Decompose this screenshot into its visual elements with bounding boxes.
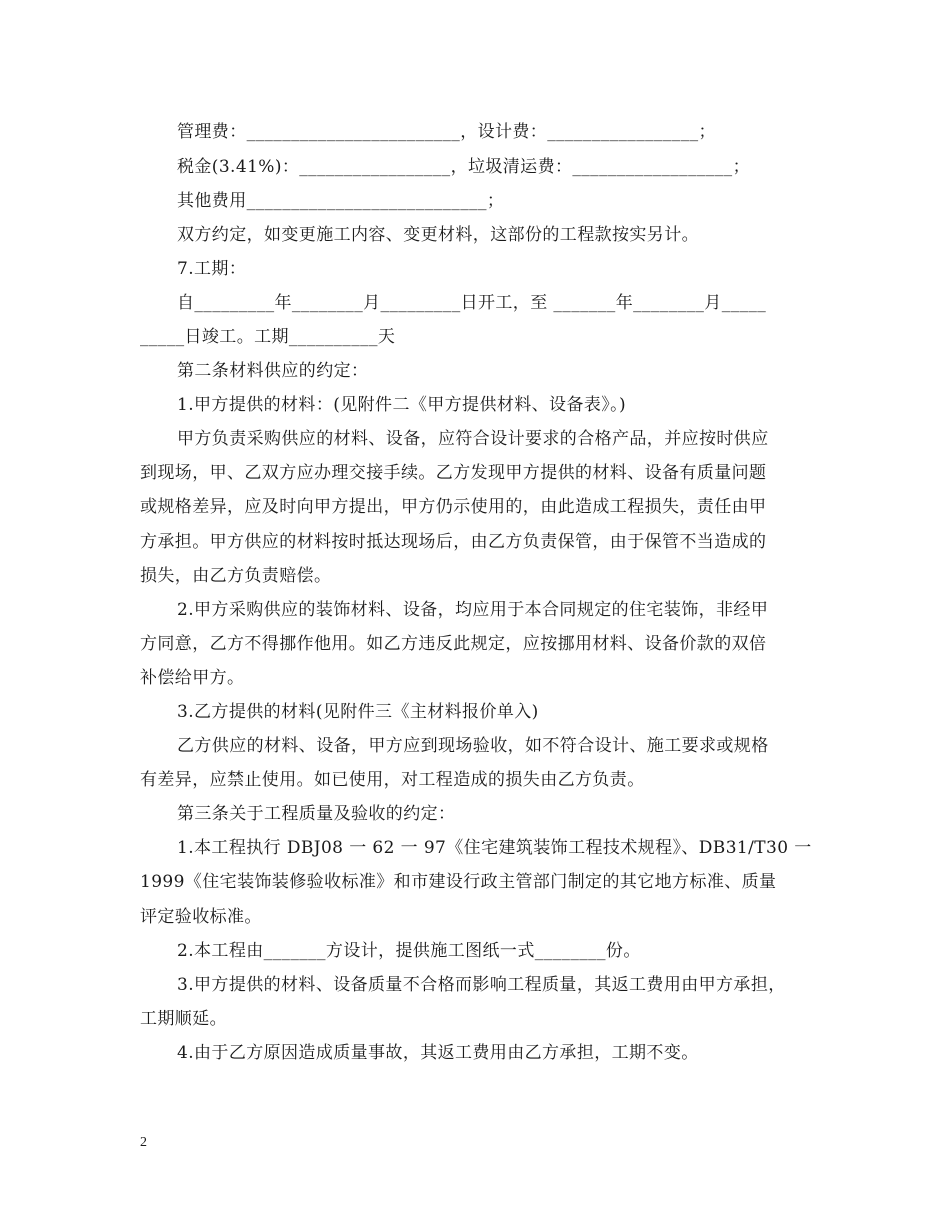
text-line: 2.本工程由_______方设计，提供施工图纸一式________份。 bbox=[177, 941, 641, 961]
section-heading: 第三条关于工程质量及验收的约定： bbox=[177, 804, 456, 824]
text-line: 或规格差异，应及时向甲方提出，甲方仍示使用的，由此造成工程损失，责任由甲 bbox=[140, 497, 767, 517]
text-line: 其他费用___________________________； bbox=[177, 191, 505, 211]
text-line: 3.乙方提供的材料(见附件三《主材料报价单入) bbox=[177, 702, 539, 722]
text-line: 乙方供应的材料、设备，甲方应到现场验收，如不符合设计、施工要求或规格 bbox=[177, 736, 769, 756]
text-line: 自_________年________月_________日开工，至 _______年________月_____ bbox=[177, 293, 767, 313]
text-line: 2.甲方采购供应的装饰材料、设备，均应用于本合同规定的住宅装饰，非经甲 bbox=[177, 600, 769, 620]
text-line: 管理费：________________________，设计费：_________________； bbox=[177, 122, 716, 142]
text-line: 方同意，乙方不得挪作他用。如乙方违反此规定，应按挪用材料、设备价款的双倍 bbox=[140, 634, 767, 654]
text-line: 3.甲方提供的材料、设备质量不合格而影响工程质量，其返工费用由甲方承担， bbox=[177, 975, 786, 995]
text-line: 1.本工程执行 DBJ08 一 62 一 97《住宅建筑装饰工程技术规程》、DB31/T30 一 bbox=[177, 838, 812, 858]
text-line: 1.甲方提供的材料：(见附件二《甲方提供材料、设备表》。) bbox=[177, 395, 627, 415]
text-line: 甲方负责采购供应的材料、设备，应符合设计要求的合格产品，并应按时供应 bbox=[177, 429, 769, 449]
page-number: 2 bbox=[140, 1135, 147, 1150]
text-line: 工期顺延。 bbox=[140, 1009, 227, 1029]
text-line: 税金(3.41%)：_________________，垃圾清运费：__________________； bbox=[177, 157, 750, 177]
text-line: 补偿给甲方。 bbox=[140, 668, 245, 688]
text-line: 双方约定，如变更施工内容、变更材料，这部份的工程款按实另计。 bbox=[177, 225, 699, 245]
text-line: 有差异，应禁止使用。如已使用，对工程造成的损失由乙方负责。 bbox=[140, 770, 645, 790]
text-line: 到现场，甲、乙双方应办理交接手续。乙方发现甲方提供的材料、设备有质量问题 bbox=[140, 463, 767, 483]
text-line: 方承担。甲方供应的材料按时抵达现场后，由乙方负责保管，由于保管不当造成的 bbox=[140, 532, 767, 552]
text-line: 1999《住宅装饰装修验收标准》和市建设行政主管部门制定的其它地方标准、质量 bbox=[140, 872, 777, 892]
text-line: 评定验收标准。 bbox=[140, 907, 262, 927]
text-line: 损失，由乙方负责赔偿。 bbox=[140, 566, 332, 586]
text-line: 4.由于乙方原因造成质量事故，其返工费用由乙方承担，工期不变。 bbox=[177, 1043, 699, 1063]
section-heading: 第二条材料供应的约定： bbox=[177, 361, 369, 381]
text-line: 7.工期： bbox=[177, 259, 247, 279]
text-line: _____日竣工。工期__________天 bbox=[140, 327, 396, 347]
